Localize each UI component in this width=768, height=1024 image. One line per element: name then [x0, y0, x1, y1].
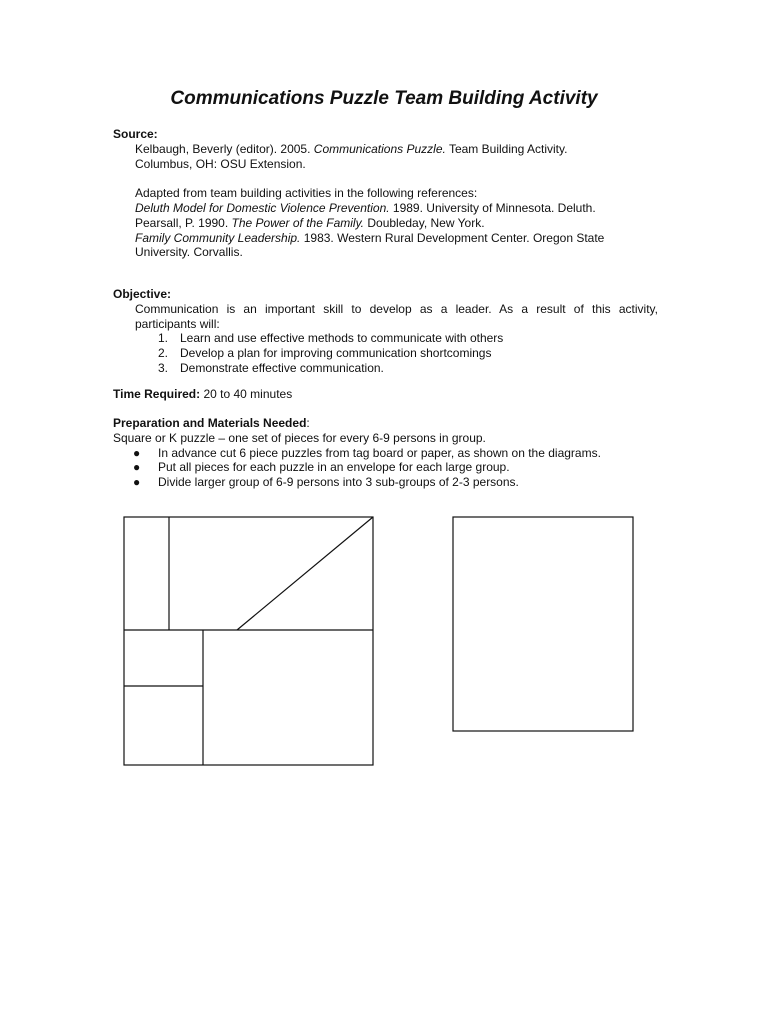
preparation-item-text: Divide larger group of 6-9 persons into 3 sub-groups of 2-3 persons. — [158, 475, 519, 490]
preparation-heading: Preparation and Materials Needed — [113, 416, 307, 430]
time-value: 20 to 40 minutes — [200, 387, 293, 401]
puzzle-outline — [453, 517, 633, 731]
page-title: Communications Puzzle Team Building Activity — [170, 88, 598, 109]
item-text: Learn and use effective methods to communicate with others — [180, 331, 504, 346]
item-number: 2. — [158, 346, 169, 361]
preparation-heading-line — [113, 416, 658, 431]
k-puzzle-diagram — [451, 515, 635, 733]
preparation-item-text: In advance cut 6 piece puzzles from tag board or paper, as shown on the diagrams. — [158, 445, 601, 460]
reference-2-title: The Power of the Family. — [231, 215, 365, 230]
preparation-section — [113, 416, 658, 490]
time-label: Time Required: — [113, 387, 201, 401]
citation-author: Kelbaugh, Beverly (editor). 2005. — [135, 141, 314, 156]
preparation-item — [113, 475, 658, 490]
citation-rest: Team Building Activity. — [445, 141, 568, 156]
bullet-icon: ● — [133, 460, 141, 475]
source-section — [113, 127, 658, 260]
item-number: 1. — [158, 331, 169, 346]
source-heading: Source: — [113, 127, 158, 141]
citation-line-1 — [113, 142, 658, 157]
time-required — [113, 387, 658, 402]
reference-1-title: Deluth Model for Domestic Violence Prevention. — [135, 200, 390, 215]
reference-3-continued: University. Corvallis. — [135, 245, 243, 260]
objective-item — [113, 331, 658, 346]
item-text: Develop a plan for improving communication shortcomings — [180, 346, 492, 361]
preparation-list — [113, 446, 658, 490]
objective-item — [113, 346, 658, 361]
reference-2-rest: Doubleday, New York. — [364, 215, 485, 230]
bullet-icon: ● — [133, 475, 141, 490]
reference-3-title: Family Community Leadership. — [135, 230, 301, 245]
reference-3-rest: 1983. Western Rural Development Center. Oregon State — [300, 230, 605, 245]
preparation-item-text: Put all pieces for each puzzle in an envelope for each large group. — [158, 460, 510, 475]
objective-line-2: participants will: — [135, 316, 220, 331]
reference-1-rest: 1989. University of Minnesota. Deluth. — [389, 200, 596, 215]
preparation-item — [113, 460, 658, 475]
citation-place: Columbus, OH: OSU Extension. — [135, 156, 306, 171]
reference-2-author: Pearsall, P. 1990. — [135, 215, 232, 230]
adapted-intro: Adapted from team building activities in the following references: — [135, 186, 478, 201]
bullet-icon: ● — [133, 445, 141, 460]
item-number: 3. — [158, 360, 169, 375]
objective-item — [113, 361, 658, 376]
citation-title: Communications Puzzle. — [313, 141, 446, 156]
square-puzzle-diagram — [122, 515, 376, 767]
preparation-intro: Square or K puzzle – one set of pieces for every 6-9 persons in group. — [113, 430, 486, 445]
diagonal-cut-line — [237, 517, 373, 630]
preparation-item — [113, 446, 658, 461]
objective-line-1: Communication is an important skill to develop as a leader. As a result of this activity, — [135, 301, 658, 316]
reference-1 — [113, 201, 658, 216]
reference-3 — [113, 231, 658, 246]
objective-section — [113, 287, 658, 376]
puzzle-outline — [124, 517, 373, 765]
preparation-colon: : — [306, 416, 310, 430]
reference-2 — [113, 216, 658, 231]
objective-list — [113, 331, 658, 375]
objective-heading: Objective: — [113, 287, 172, 301]
item-text: Demonstrate effective communication. — [180, 360, 384, 375]
